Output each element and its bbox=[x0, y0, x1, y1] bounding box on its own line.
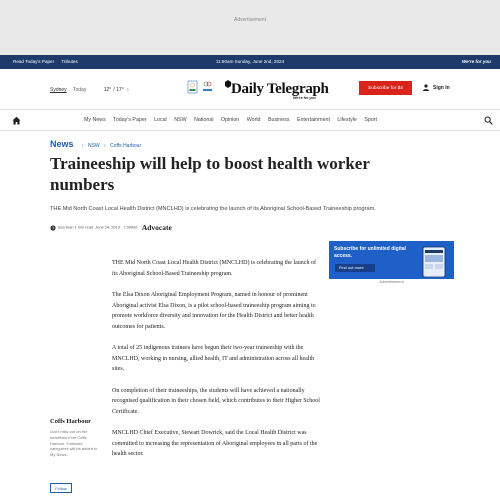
nav-item-local[interactable]: Local bbox=[154, 117, 167, 123]
breadcrumb bbox=[50, 139, 141, 149]
nav-item-world[interactable]: World bbox=[246, 117, 261, 123]
promo-ad-label: Advertisement bbox=[379, 280, 404, 284]
follow-button[interactable]: Follow bbox=[50, 483, 72, 493]
main-nav bbox=[0, 109, 500, 131]
nav-item-lifestyle[interactable]: Lifestyle bbox=[337, 117, 357, 123]
article-paragraph: THE Mid North Coast Local Health District (MNCLHD) is celebrating the launch of its Aboriginal School-Based Traineeship program. bbox=[112, 260, 316, 277]
article-body bbox=[112, 258, 320, 471]
weather-temp-low: 12° bbox=[103, 87, 112, 93]
breadcrumb-news[interactable]: News bbox=[50, 139, 74, 149]
follow-heading: Coffs Harbour bbox=[50, 418, 91, 425]
devices-icon bbox=[421, 245, 449, 277]
article-standfirst: THE Mid North Coast Local Health District (MNCLHD) is celebrating the launch of its Aboriginal School-Based Traineeship program. bbox=[50, 206, 376, 212]
home-icon[interactable] bbox=[12, 116, 21, 125]
follow-topic-box bbox=[50, 418, 100, 458]
nav-item-todays-paper[interactable]: Today's Paper bbox=[113, 117, 147, 123]
topbar-tagline: We're for you bbox=[461, 59, 491, 64]
weather-temp-sep: / bbox=[113, 87, 115, 93]
promo-title: Subscribe for unlimited digital access. bbox=[334, 246, 406, 259]
source-logo[interactable]: Advocate bbox=[141, 223, 172, 232]
chevron-right-icon: › bbox=[104, 143, 106, 149]
nav-item-national[interactable]: National bbox=[194, 117, 214, 123]
masthead-title: Daily Telegraph bbox=[231, 81, 329, 97]
clock-icon bbox=[50, 225, 56, 231]
follow-description: Don't miss out on the headlines from Coffs Harbour. Followed categories will be added to My News. bbox=[50, 429, 98, 458]
masthead bbox=[0, 69, 500, 109]
top-advertisement bbox=[0, 0, 500, 55]
date-time: 11:50am Sunday, June 2nd, 2024 bbox=[215, 59, 285, 64]
weather-temp-high: 17° bbox=[116, 87, 124, 93]
signin-label: Sign In bbox=[433, 84, 450, 91]
breadcrumb-coffs-harbour[interactable]: Coffs Harbour bbox=[110, 143, 142, 149]
subscription-promo[interactable] bbox=[329, 241, 454, 279]
tributes-link[interactable]: Tributes bbox=[61, 59, 78, 64]
chevron-right-icon[interactable]: › bbox=[127, 87, 129, 93]
article-meta bbox=[50, 223, 172, 232]
article-paragraph: On completion of their traineeships, the students will have achieved a nationally recognised qualification in their chosen field, which contributes to their Higher School Certificate. bbox=[112, 387, 320, 415]
chevron-right-icon: › bbox=[81, 143, 84, 149]
top-bar bbox=[0, 55, 500, 69]
masthead-tagline: We're for you bbox=[293, 96, 316, 100]
nav-item-business[interactable]: Business bbox=[267, 117, 290, 123]
article-headline: Traineeship will help to boost health worker numbers bbox=[50, 154, 370, 194]
find-out-more-button[interactable]: Find out more bbox=[335, 264, 375, 272]
nav-item-sport[interactable]: Sport bbox=[364, 117, 378, 123]
breadcrumb-nsw[interactable]: NSW bbox=[87, 143, 100, 149]
weather-day: Today bbox=[73, 87, 87, 93]
article-paragraph: A total of 25 indigenous trainees have begun their two-year traineeship with the MNCLHD, working in nursing, allied health, IT and administration across all health sites. bbox=[112, 345, 315, 372]
subscribe-button[interactable]: Subscribe for $4 bbox=[359, 81, 412, 95]
olympic-emblem-icon bbox=[187, 79, 215, 95]
article-paragraph: The Elsa Dixon Aboriginal Employment Program, named in honour of prominent Aboriginal activist Elsa Dixon, is a pilot school-based traineeship program aiming to promote workforce diversity and innovation for the Health District and better health outcomes for patients. bbox=[112, 292, 316, 330]
user-icon bbox=[423, 84, 429, 91]
nav-item-entertainment[interactable]: Entertainment bbox=[296, 117, 330, 123]
todays-paper-link[interactable]: Read Today's Paper bbox=[13, 59, 55, 64]
nav-item-my-news[interactable]: My News bbox=[84, 117, 106, 123]
signin-button[interactable] bbox=[423, 84, 450, 91]
nav-item-opinion[interactable]: Opinion bbox=[220, 117, 240, 123]
read-time: less than 1 min read bbox=[58, 224, 94, 230]
nav-item-nsw[interactable]: NSW bbox=[174, 117, 187, 123]
weather-city[interactable]: Sydney bbox=[50, 87, 67, 93]
publish-date: June 24, 2013 · 7:30AM bbox=[95, 224, 137, 230]
article-paragraph: MNCLHD Chief Executive, Stewart Dowrick, said the Local Health District was committed to increasing the representation of Aboriginal employees in all parts of the health sector. bbox=[112, 430, 318, 457]
nav-items bbox=[84, 117, 383, 123]
search-icon[interactable] bbox=[484, 116, 493, 125]
weather-widget[interactable] bbox=[50, 87, 129, 93]
ad-label: Advertisement bbox=[234, 17, 266, 23]
